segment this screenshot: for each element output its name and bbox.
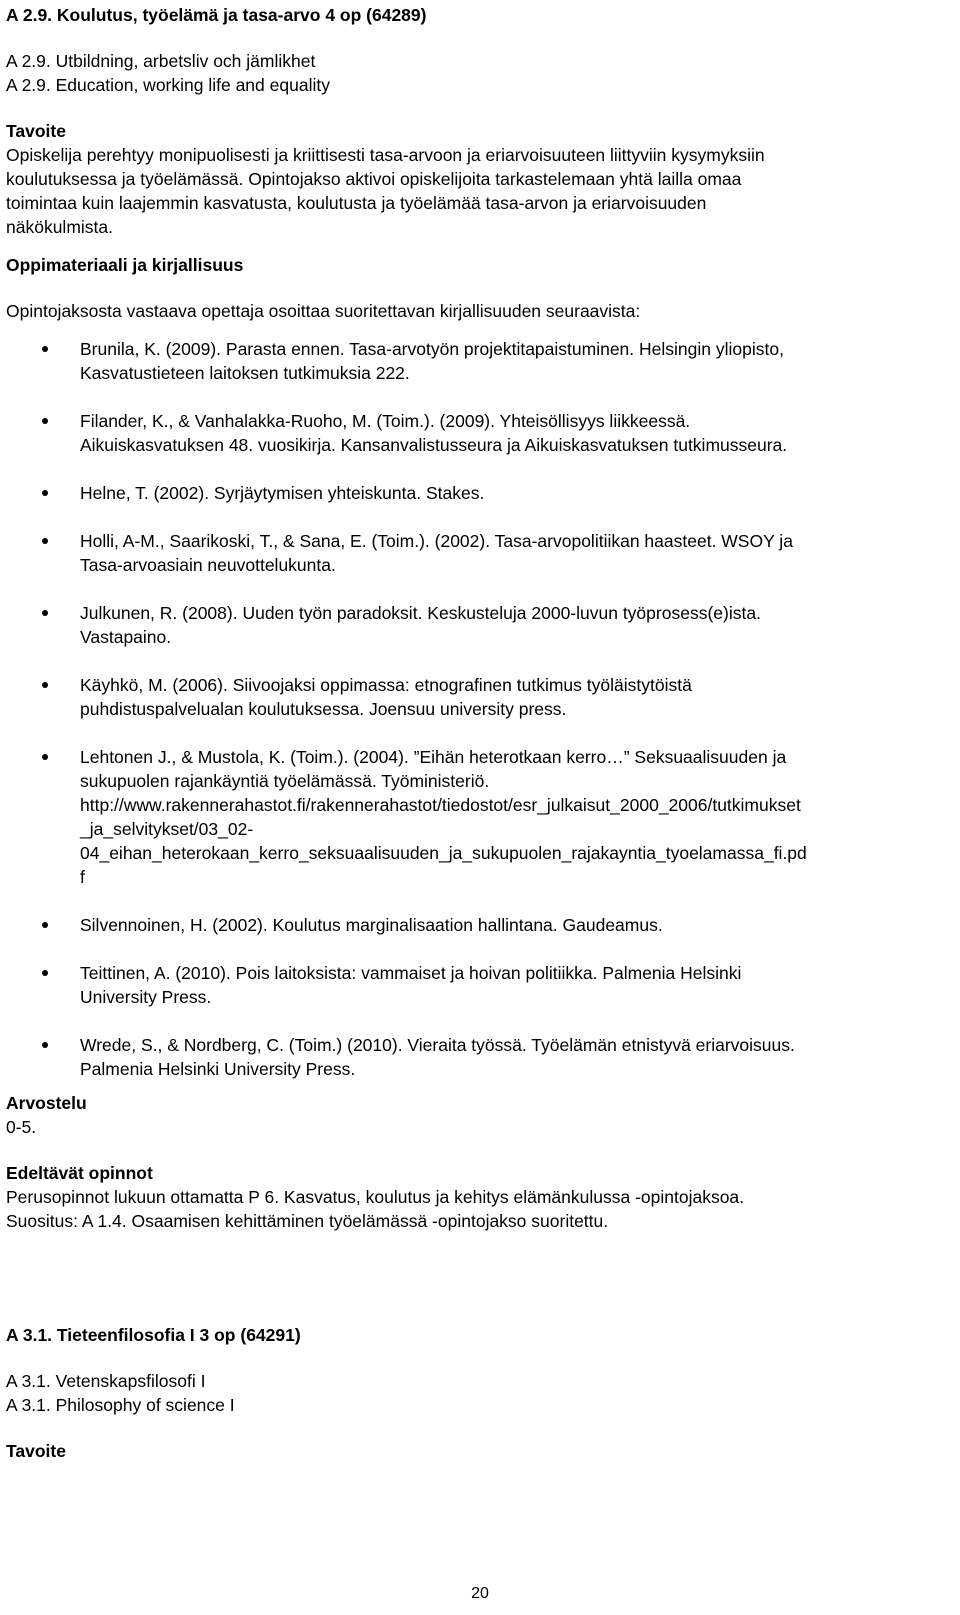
reference-line: Käyhkö, M. (2006). Siivoojaksi oppimassa: etnografinen tutkimus työläistytöistä [80, 675, 692, 695]
course-title-english: A 2.9. Education, working life and equality [6, 75, 330, 95]
material-heading: Oppimateriaali ja kirjallisuus [6, 255, 244, 275]
reference-line: Holli, A-M., Saarikoski, T., & Sana, E. (Toim.). (2002). Tasa-arvopolitiikan haasteet. WSOY ja [80, 531, 793, 551]
recommendation-text: Suositus: A 1.4. Osaamisen kehittäminen työelämässä -opintojakso suoritettu. [6, 1211, 609, 1231]
course-title: A 3.1. Tieteenfilosofia I 3 op (64291) [6, 1325, 301, 1345]
goal-line: näkökulmista. [6, 217, 113, 237]
goal-line: toimintaa kuin laajemmin kasvatusta, koulutusta ja työelämää tasa-arvon ja eriarvoisuuden [6, 193, 707, 213]
reference-item [6, 961, 950, 1009]
bullet-icon [42, 682, 48, 688]
reference-line: Aikuiskasvatuksen 48. vuosikirja. Kansanvalistusseura ja Aikuiskasvatuksen tutkimusseura. [80, 435, 788, 455]
prerequisites-heading: Edeltävät opinnot [6, 1163, 153, 1183]
goal-text [6, 143, 950, 239]
reference-line: sukupuolen rajankäyntiä työelämässä. Työministeriö. [80, 771, 490, 791]
bullet-icon [42, 1042, 48, 1048]
course-title: A 2.9. Koulutus, työelämä ja tasa-arvo 4 op (64289) [6, 5, 427, 25]
reference-line: Vastapaino. [80, 627, 172, 647]
reference-url-line[interactable]: 04_eihan_heterokaan_kerro_seksuaalisuuden_ja_sukupuolen_rajakayntia_tyoelamassa_fi.pd [80, 843, 807, 863]
goal-heading: Tavoite [6, 121, 66, 141]
reference-line: Filander, K., & Vanhalakka-Ruoho, M. (Toim.). (2009). Yhteisöllisyys liikkeessä. [80, 411, 691, 431]
reference-url-line[interactable]: http://www.rakennerahastot.fi/rakennerahastot/tiedostot/esr_julkaisut_2000_2006/tutkimukset [80, 795, 801, 815]
material-intro: Opintojaksosta vastaava opettaja osoittaa suoritettavan kirjallisuuden seuraavista: [6, 301, 641, 321]
bullet-icon [42, 610, 48, 616]
page-number: 20 [471, 1585, 489, 1602]
bullet-icon [42, 922, 48, 928]
reference-url-line[interactable]: f [80, 867, 85, 887]
reference-line: University Press. [80, 987, 212, 1007]
reference-item [6, 481, 950, 505]
bullet-icon [42, 346, 48, 352]
course-title-english: A 3.1. Philosophy of science I [6, 1395, 235, 1415]
assessment-value: 0-5. [6, 1117, 37, 1137]
course-title-swedish: A 2.9. Utbildning, arbetsliv och jämlikhet [6, 51, 316, 71]
reference-line: Julkunen, R. (2008). Uuden työn paradoksit. Keskusteluja 2000-luvun työprosess(e)ista. [80, 603, 761, 623]
reference-line: Tasa-arvoasiain neuvottelukunta. [80, 555, 336, 575]
reference-item [6, 337, 950, 385]
reference-line: Teittinen, A. (2010). Pois laitoksista: vammaiset ja hoivan politiikka. Palmenia Helsinki [80, 963, 742, 983]
reference-item [6, 745, 950, 889]
prerequisites-text: Perusopinnot lukuun ottamatta P 6. Kasvatus, koulutus ja kehitys elämänkulussa -opintojaksoa. [6, 1187, 745, 1207]
reference-line: Kasvatustieteen laitoksen tutkimuksia 222. [80, 363, 410, 383]
reference-line: Palmenia Helsinki University Press. [80, 1059, 356, 1079]
bullet-icon [42, 538, 48, 544]
goal-heading: Tavoite [6, 1441, 66, 1461]
bullet-icon [42, 490, 48, 496]
reference-line: Wrede, S., & Nordberg, C. (Toim.) (2010). Vieraita työssä. Työelämän etnistyvä eriarvoisuus. [80, 1035, 795, 1055]
reference-item [6, 913, 950, 937]
course-title-swedish: A 3.1. Vetenskapsfilosofi I [6, 1371, 206, 1391]
bullet-icon [42, 418, 48, 424]
goal-line: koulutuksessa ja työelämässä. Opintojakso aktivoi opiskelijoita tarkastelemaan yhtä lailla omaa [6, 169, 742, 189]
reference-item [6, 673, 950, 721]
reference-line: Lehtonen J., & Mustola, K. (Toim.). (2004). ”Eihän heterotkaan kerro…” Seksuaalisuuden ja [80, 747, 787, 767]
reference-item [6, 601, 950, 649]
bullet-icon [42, 754, 48, 760]
bullet-icon [42, 970, 48, 976]
reference-item [6, 1033, 950, 1081]
reference-line: puhdistuspalvelualan koulutuksessa. Joensuu university press. [80, 699, 567, 719]
document-page [6, 3, 950, 1463]
goal-line: Opiskelija perehtyy monipuolisesti ja kriittisesti tasa-arvoon ja eriarvoisuuteen liittyviin kysymyksiin [6, 145, 765, 165]
reference-url-line[interactable]: _ja_selvitykset/03_02- [80, 819, 254, 839]
reference-list [6, 337, 950, 1081]
reference-line: Helne, T. (2002). Syrjäytymisen yhteiskunta. Stakes. [80, 483, 485, 503]
reference-item [6, 409, 950, 457]
reference-item [6, 529, 950, 577]
reference-line: Brunila, K. (2009). Parasta ennen. Tasa-arvotyön projektitapaistuminen. Helsingin yliopisto, [80, 339, 784, 359]
reference-line: Silvennoinen, H. (2002). Koulutus marginalisaation hallintana. Gaudeamus. [80, 915, 663, 935]
assessment-heading: Arvostelu [6, 1093, 87, 1113]
